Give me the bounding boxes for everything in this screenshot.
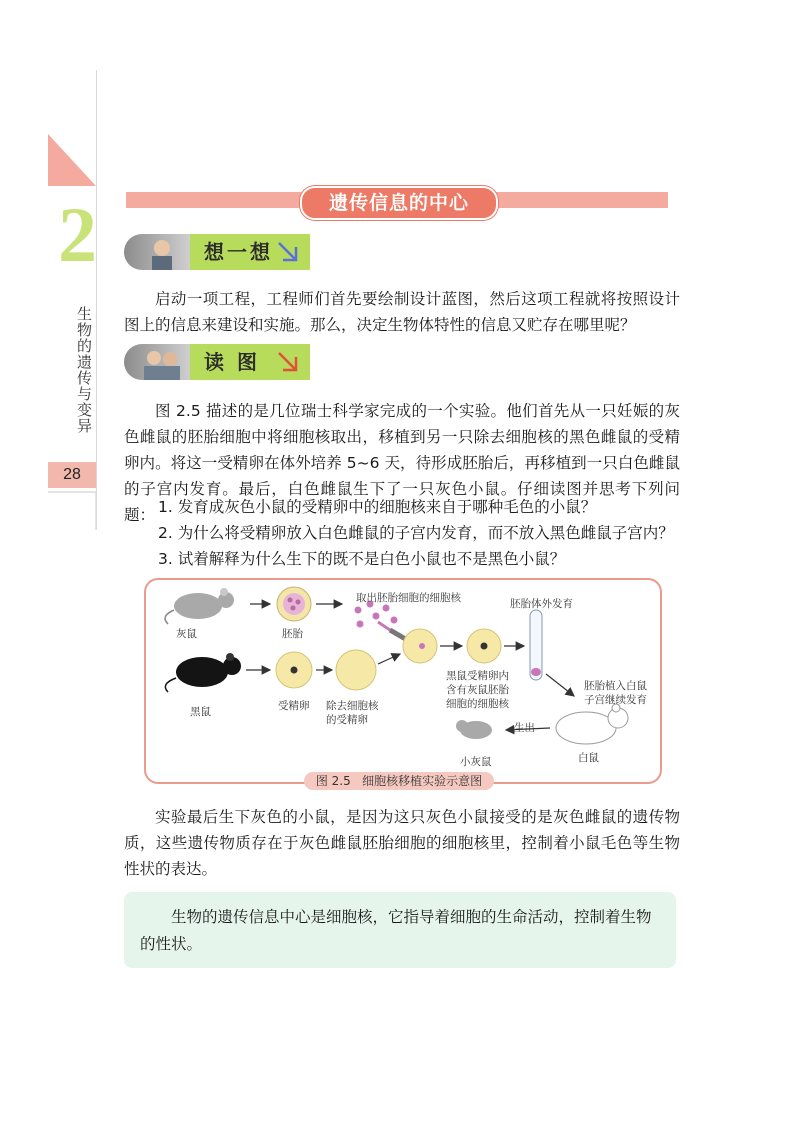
- figure-frame: [144, 578, 662, 784]
- read-label: 读 图: [204, 350, 260, 374]
- page-corner-decoration: [46, 490, 98, 532]
- white-mouse-icon: [556, 704, 628, 744]
- summary-text: 生物的遗传信息中心是细胞核，它指导着细胞的生命活动，控制着生物的性状。: [140, 908, 652, 953]
- chapter-title: 生物的遗传与变异: [75, 306, 93, 434]
- black-mouse-icon: [165, 653, 241, 692]
- label-born: 生出: [514, 722, 535, 734]
- label-combined-3: 细胞的细胞核: [446, 698, 509, 710]
- label-combined-1: 黑鼠受精卵内: [446, 670, 509, 682]
- page-number: 28: [63, 466, 81, 483]
- read-paragraph: 图 2.5 描述的是几位瑞士科学家完成的一个实验。他们首先从一只妊娠的灰色雌鼠的胚胎细胞中将细胞核取出，移植到另一只除去细胞核的黑色雌鼠的受精卵内。将这一受精卵在体外培养 5~6 天，待形成胚胎后，再移植到一只白色雌鼠的子宫内发育。最后，白色雌鼠生下了一只灰色小鼠。仔细读图并思考下列问题：: [124, 402, 680, 524]
- label-implant-1: 胚胎植入白鼠: [584, 680, 647, 692]
- label-embryo: 胚胎: [282, 628, 303, 640]
- label-take-nucleus: 取出胚胎细胞的细胞核: [356, 592, 461, 604]
- label-little-gray: 小灰鼠: [460, 756, 492, 768]
- figure-caption-text: 细胞核移植实验示意图: [362, 774, 483, 788]
- test-tube-icon: [530, 610, 542, 680]
- figure-caption: [304, 772, 494, 790]
- section-title: 遗传信息的中心: [300, 186, 498, 220]
- enucleated-egg-icon: [336, 650, 376, 690]
- corner-triangle: [46, 132, 98, 188]
- arrow-down-right-icon: [276, 350, 300, 374]
- question-list: [158, 494, 678, 572]
- label-combined-2: 含有灰鼠胚胎: [446, 684, 509, 696]
- question-item: 3. 试着解释为什么生下的既不是白色小鼠也不是黑色小鼠？: [158, 550, 566, 568]
- label-white-mouse: 白鼠: [578, 752, 599, 764]
- developed-egg-icon: [467, 629, 501, 663]
- label-gray-mouse: 灰鼠: [176, 628, 197, 640]
- fertilized-egg-icon: [276, 652, 312, 688]
- question-item: 1. 发育成灰色小鼠的受精卵中的细胞核来自于哪种毛色的小鼠？: [158, 498, 597, 516]
- conclusion-paragraph: 实验最后生下灰色的小鼠，是因为这只灰色小鼠接受的是灰色雌鼠的遗传物质，这些遗传物质存在于灰色雌鼠胚胎细胞的细胞核里，控制着小鼠毛色等生物性状的表达。: [124, 808, 680, 878]
- arrow-down-right-icon: [276, 240, 300, 264]
- combined-egg-icon: [403, 629, 437, 663]
- read-tag: [124, 344, 310, 380]
- gray-mouse-icon: [165, 588, 234, 624]
- think-paragraph: 启动一项工程，工程师们首先要绘制设计蓝图，然后这项工程就将按照设计图上的信息来建设和实施。那么，决定生物体特性的信息又贮存在哪里呢？: [124, 290, 680, 334]
- embryo-icon: [277, 587, 311, 621]
- label-in-vitro: 胚胎体外发育: [510, 598, 573, 610]
- students-photo: [124, 344, 190, 380]
- student-photo: [124, 234, 190, 270]
- label-enucleated-1: 除去细胞核: [326, 700, 379, 712]
- small-gray-mouse-icon: [456, 720, 492, 739]
- label-fertilized-egg: 受精卵: [278, 700, 310, 712]
- think-label: 想一想: [204, 240, 273, 264]
- chapter-number: 2: [58, 191, 97, 278]
- figure-caption-number: 图 2.5: [315, 774, 351, 788]
- label-implant-2: 子宫继续发育: [584, 694, 647, 706]
- question-item: 2. 为什么将受精卵放入白色雌鼠的子宫内发育，而不放入黑色雌鼠子宫内？: [158, 524, 674, 542]
- label-black-mouse: 黑鼠: [190, 706, 211, 718]
- think-tag: [124, 234, 310, 270]
- label-enucleated-2: 的受精卵: [326, 714, 368, 726]
